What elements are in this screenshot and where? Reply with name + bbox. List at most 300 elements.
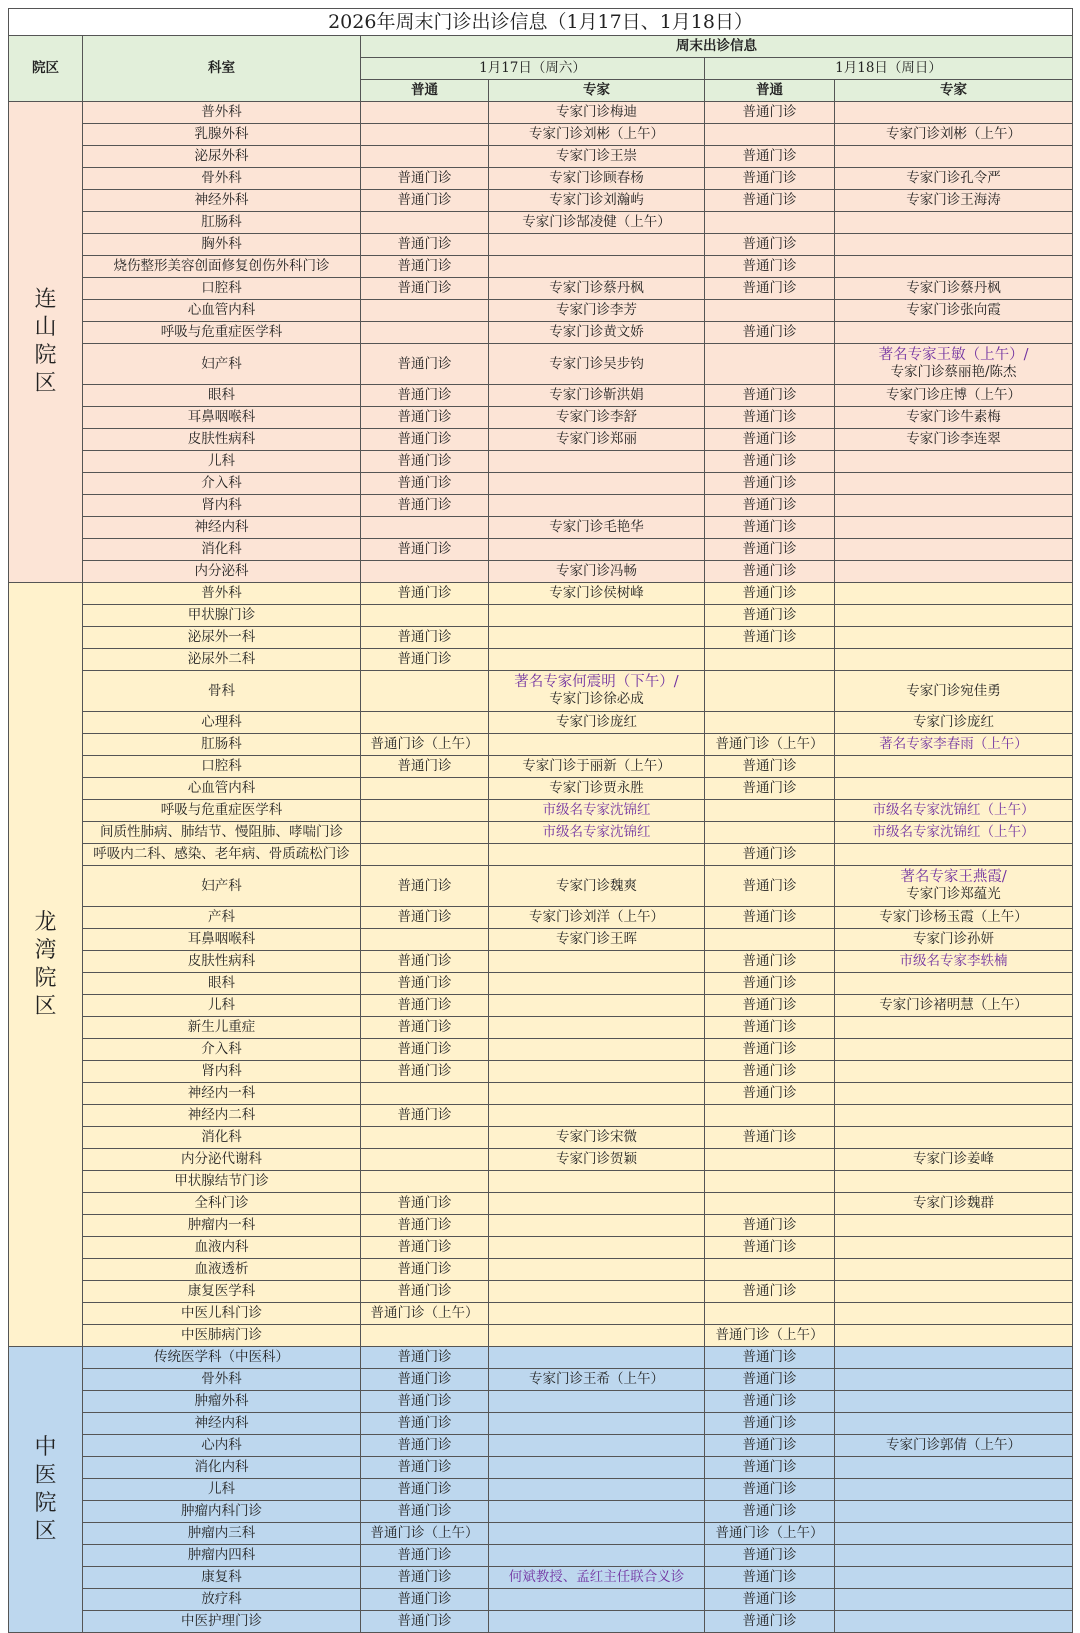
day1-normal-cell: 普通门诊: [361, 1413, 489, 1435]
day2-expert-cell: [835, 844, 1073, 866]
day2-normal-cell: 普通门诊: [705, 429, 835, 451]
day1-expert-cell: 何斌教授、孟红主任联合义诊: [489, 1567, 705, 1589]
table-row: [9, 1589, 1073, 1611]
table-row: [9, 649, 1073, 671]
day1-expert-cell: [489, 1039, 705, 1061]
table-row: [9, 1545, 1073, 1567]
day1-normal-cell: 普通门诊: [361, 1369, 489, 1391]
day2-normal-cell: [705, 124, 835, 146]
day1-normal-cell: 普通门诊: [361, 1567, 489, 1589]
dept-name: 消化科: [83, 539, 361, 561]
day1-expert-cell: [489, 1061, 705, 1083]
day2-expert-cell: [835, 146, 1073, 168]
day2-normal-cell: 普通门诊: [705, 583, 835, 605]
day1-expert-cell: 专家门诊贾永胜: [489, 778, 705, 800]
day2-expert-cell: [835, 539, 1073, 561]
day2-normal-cell: 普通门诊: [705, 605, 835, 627]
table-row: [9, 1501, 1073, 1523]
dept-name: 神经内一科: [83, 1083, 361, 1105]
day2-normal-cell: 普通门诊: [705, 146, 835, 168]
day2-normal-cell: [705, 929, 835, 951]
day1-expert-cell: 专家门诊庞红: [489, 712, 705, 734]
table-row: [9, 124, 1073, 146]
day1-normal-cell: 普通门诊: [361, 866, 489, 907]
day2-normal-cell: 普通门诊: [705, 517, 835, 539]
day2-expert-cell: 专家门诊刘彬（上午）: [835, 124, 1073, 146]
day1-expert-cell: 专家门诊宋微: [489, 1127, 705, 1149]
day1-expert-cell: [489, 1215, 705, 1237]
day1-normal-cell: [361, 1149, 489, 1171]
day1-expert-cell: [489, 1435, 705, 1457]
day1-expert-cell: [489, 1325, 705, 1347]
table-row: [9, 473, 1073, 495]
day1-expert-cell: 专家门诊郜凌健（上午）: [489, 212, 705, 234]
table-row: [9, 583, 1073, 605]
day2-expert-cell: [835, 1325, 1073, 1347]
day2-expert-cell: [835, 473, 1073, 495]
day2-expert-cell: 专家门诊孔令严: [835, 168, 1073, 190]
dept-name: 肾内科: [83, 1061, 361, 1083]
day1-expert-cell: [489, 951, 705, 973]
day2-expert-cell: [835, 1391, 1073, 1413]
day1-normal-cell: [361, 212, 489, 234]
day1-normal-cell: [361, 517, 489, 539]
day1-expert-cell: [489, 605, 705, 627]
day1-expert-cell: 专家门诊毛艳华: [489, 517, 705, 539]
day2-expert-cell: 专家门诊蔡丹枫: [835, 278, 1073, 300]
day2-normal-cell: [705, 800, 835, 822]
day1-expert-cell: 专家门诊王希（上午）: [489, 1369, 705, 1391]
day1-expert-cell: 专家门诊刘洋（上午）: [489, 907, 705, 929]
day2-expert-cell: [835, 1127, 1073, 1149]
table-row: [9, 605, 1073, 627]
table-row: [9, 951, 1073, 973]
day1-expert-cell: 市级名专家沈锦红: [489, 822, 705, 844]
dept-name: 肾内科: [83, 495, 361, 517]
day2-expert-cell: 专家门诊褚明慧（上午）: [835, 995, 1073, 1017]
dept-name: 神经外科: [83, 190, 361, 212]
day2-normal-cell: 普通门诊: [705, 256, 835, 278]
day1-normal-cell: 普通门诊: [361, 1193, 489, 1215]
dept-name: 耳鼻咽喉科: [83, 407, 361, 429]
day1-normal-cell: [361, 1083, 489, 1105]
day2-normal-cell: 普通门诊: [705, 1017, 835, 1039]
dept-name: 骨外科: [83, 168, 361, 190]
day1-expert-cell: 专家门诊郑丽: [489, 429, 705, 451]
table-row: [9, 1193, 1073, 1215]
day2-expert-cell: 专家门诊张向霞: [835, 300, 1073, 322]
dept-name: 儿科: [83, 1479, 361, 1501]
table-row: [9, 1567, 1073, 1589]
day2-normal-cell: 普通门诊: [705, 1457, 835, 1479]
day1-normal-cell: [361, 712, 489, 734]
day2-expert-cell: [835, 627, 1073, 649]
day2-normal-cell: [705, 671, 835, 712]
day2-normal-cell: 普通门诊: [705, 190, 835, 212]
day2-normal-cell: 普通门诊: [705, 1061, 835, 1083]
day2-normal-cell: [705, 822, 835, 844]
day2-normal-cell: 普通门诊: [705, 1479, 835, 1501]
day1-expert-cell: [489, 1083, 705, 1105]
campus-name: 龙湾院区: [34, 909, 57, 1019]
day2-normal-cell: 普通门诊: [705, 322, 835, 344]
day1-normal-cell: 普通门诊: [361, 1237, 489, 1259]
day2-normal-cell: 普通门诊: [705, 1237, 835, 1259]
day1-expert-cell: [489, 1501, 705, 1523]
day1-normal-cell: 普通门诊: [361, 344, 489, 385]
table-row: [9, 929, 1073, 951]
day1-normal-cell: 普通门诊: [361, 385, 489, 407]
table-row: [9, 756, 1073, 778]
table-row: [9, 800, 1073, 822]
day1-expert-cell: [489, 495, 705, 517]
day2-normal-cell: 普通门诊: [705, 1611, 835, 1633]
day1-normal-cell: 普通门诊（上午）: [361, 734, 489, 756]
day1-normal-cell: [361, 322, 489, 344]
day1-expert-cell: [489, 1281, 705, 1303]
day1-normal-cell: [361, 929, 489, 951]
dept-name: 皮肤性病科: [83, 951, 361, 973]
dept-name: 耳鼻咽喉科: [83, 929, 361, 951]
table-row: [9, 451, 1073, 473]
header-campus: 院区: [9, 36, 83, 102]
day1-expert-cell: [489, 973, 705, 995]
day1-normal-cell: 普通门诊（上午）: [361, 1303, 489, 1325]
day1-normal-cell: 普通门诊: [361, 539, 489, 561]
day2-normal-cell: [705, 1149, 835, 1171]
day1-expert-cell: [489, 844, 705, 866]
day2-expert-cell: [835, 256, 1073, 278]
day2-expert-cell: [835, 517, 1073, 539]
header-day1-normal: 普通: [361, 80, 489, 102]
day1-expert-cell: [489, 1303, 705, 1325]
table-row: [9, 168, 1073, 190]
day2-expert-cell: 专家门诊杨玉霞（上午）: [835, 907, 1073, 929]
clinic-line: 专家门诊蔡丽艳/陈杰: [890, 364, 1017, 380]
dept-name: 妇产科: [83, 866, 361, 907]
day1-normal-cell: 普通门诊: [361, 473, 489, 495]
day2-normal-cell: 普通门诊: [705, 1391, 835, 1413]
dept-name: 眼科: [83, 973, 361, 995]
day1-expert-cell: [489, 627, 705, 649]
day1-normal-cell: 普通门诊: [361, 951, 489, 973]
day2-normal-cell: 普通门诊: [705, 1281, 835, 1303]
day1-expert-cell: [489, 1259, 705, 1281]
day1-normal-cell: [361, 671, 489, 712]
day1-normal-cell: 普通门诊: [361, 168, 489, 190]
dept-name: 中医肺病门诊: [83, 1325, 361, 1347]
table-row: [9, 907, 1073, 929]
dept-name: 放疗科: [83, 1589, 361, 1611]
dept-name: 介入科: [83, 473, 361, 495]
dept-name: 肿瘤内三科: [83, 1523, 361, 1545]
day2-normal-cell: 普通门诊: [705, 756, 835, 778]
day2-expert-cell: [835, 1479, 1073, 1501]
day1-expert-cell: 专家门诊黄文娇: [489, 322, 705, 344]
day1-expert-cell: 市级名专家沈锦红: [489, 800, 705, 822]
table-row: [9, 778, 1073, 800]
day2-normal-cell: 普通门诊: [705, 1589, 835, 1611]
day2-expert-cell: 专家门诊李连翠: [835, 429, 1073, 451]
day1-normal-cell: [361, 102, 489, 124]
day2-expert-cell: 市级名专家沈锦红（上午）: [835, 800, 1073, 822]
day1-expert-cell: 专家门诊刘彬（上午）: [489, 124, 705, 146]
clinic-line: 著名专家王燕霞/: [900, 869, 1007, 885]
day1-expert-cell: 专家门诊于丽新（上午）: [489, 756, 705, 778]
header-weekend-info: 周末出诊信息: [361, 36, 1073, 58]
day2-expert-cell: [835, 234, 1073, 256]
day2-normal-cell: 普通门诊: [705, 539, 835, 561]
day2-expert-cell: [835, 1589, 1073, 1611]
day2-normal-cell: [705, 649, 835, 671]
day1-normal-cell: 普通门诊: [361, 407, 489, 429]
day2-normal-cell: 普通门诊: [705, 1545, 835, 1567]
dept-name: 产科: [83, 907, 361, 929]
day2-normal-cell: 普通门诊: [705, 234, 835, 256]
day1-normal-cell: [361, 844, 489, 866]
day1-normal-cell: 普通门诊: [361, 451, 489, 473]
clinic-line: 著名专家何震明（下午）/: [514, 674, 679, 690]
day2-normal-cell: 普通门诊: [705, 866, 835, 907]
day2-normal-cell: [705, 712, 835, 734]
dept-name: 血液内科: [83, 1237, 361, 1259]
day2-expert-cell: [835, 1413, 1073, 1435]
schedule-table: [8, 8, 1073, 1633]
table-row: [9, 256, 1073, 278]
day2-normal-cell: 普通门诊: [705, 1435, 835, 1457]
day2-expert-cell: [835, 1017, 1073, 1039]
day2-expert-cell: [835, 344, 1073, 385]
day2-normal-cell: 普通门诊: [705, 1215, 835, 1237]
table-row: [9, 517, 1073, 539]
day2-normal-cell: 普通门诊: [705, 1127, 835, 1149]
day1-expert-cell: [489, 451, 705, 473]
day1-expert-cell: [489, 1391, 705, 1413]
dept-name: 神经内科: [83, 517, 361, 539]
dept-name: 口腔科: [83, 278, 361, 300]
day1-normal-cell: 普通门诊: [361, 756, 489, 778]
dept-name: 中医护理门诊: [83, 1611, 361, 1633]
dept-name: 普外科: [83, 102, 361, 124]
day1-expert-cell: [489, 539, 705, 561]
day1-expert-cell: 专家门诊王崇: [489, 146, 705, 168]
campus-label: [9, 1347, 83, 1633]
clinic-line: 专家门诊徐必成: [549, 691, 644, 707]
day1-normal-cell: 普通门诊: [361, 907, 489, 929]
day2-normal-cell: 普通门诊: [705, 907, 835, 929]
day2-expert-cell: [835, 1281, 1073, 1303]
dept-name: 康复医学科: [83, 1281, 361, 1303]
dept-name: 肿瘤内一科: [83, 1215, 361, 1237]
day2-expert-cell: [835, 1105, 1073, 1127]
day2-expert-cell: [835, 866, 1073, 907]
header-day2-expert: 专家: [835, 80, 1073, 102]
table-row: [9, 1391, 1073, 1413]
day2-expert-cell: [835, 322, 1073, 344]
day2-normal-cell: 普通门诊（上午）: [705, 734, 835, 756]
day2-normal-cell: [705, 1259, 835, 1281]
day1-normal-cell: [361, 822, 489, 844]
dept-name: 神经内二科: [83, 1105, 361, 1127]
day1-expert-cell: [489, 1105, 705, 1127]
day2-normal-cell: 普通门诊: [705, 627, 835, 649]
day1-normal-cell: 普通门诊: [361, 234, 489, 256]
day2-expert-cell: [835, 1523, 1073, 1545]
day1-expert-cell: 专家门诊靳洪娟: [489, 385, 705, 407]
day1-expert-cell: [489, 1017, 705, 1039]
day1-normal-cell: 普通门诊: [361, 1501, 489, 1523]
day1-normal-cell: 普通门诊: [361, 1479, 489, 1501]
day1-expert-cell: 专家门诊侯树峰: [489, 583, 705, 605]
table-row: [9, 671, 1073, 712]
day2-expert-cell: [835, 1347, 1073, 1369]
table-row: [9, 407, 1073, 429]
table-row: [9, 1149, 1073, 1171]
day2-expert-cell: [835, 212, 1073, 234]
dept-name: 呼吸内二科、感染、老年病、骨质疏松门诊: [83, 844, 361, 866]
table-row: [9, 1017, 1073, 1039]
day1-normal-cell: 普通门诊: [361, 1545, 489, 1567]
table-row: [9, 322, 1073, 344]
table-row: [9, 1479, 1073, 1501]
day2-expert-cell: [835, 1083, 1073, 1105]
table-row: [9, 1523, 1073, 1545]
day1-expert-cell: [489, 1457, 705, 1479]
table-row: [9, 1413, 1073, 1435]
day2-normal-cell: [705, 212, 835, 234]
table-row: [9, 278, 1073, 300]
table-row: [9, 102, 1073, 124]
day1-expert-cell: 专家门诊冯畅: [489, 561, 705, 583]
day1-normal-cell: [361, 778, 489, 800]
day2-expert-cell: [835, 495, 1073, 517]
dept-name: 泌尿外二科: [83, 649, 361, 671]
table-row: [9, 234, 1073, 256]
table-row: [9, 866, 1073, 907]
day2-expert-cell: 专家门诊庞红: [835, 712, 1073, 734]
page-title: 2026年周末门诊出诊信息（1月17日、1月18日）: [9, 9, 1073, 36]
day1-normal-cell: 普通门诊: [361, 1435, 489, 1457]
day1-expert-cell: [489, 649, 705, 671]
dept-name: 儿科: [83, 995, 361, 1017]
day1-expert-cell: 专家门诊梅迪: [489, 102, 705, 124]
day1-expert-cell: 专家门诊贺颖: [489, 1149, 705, 1171]
day2-expert-cell: [835, 1457, 1073, 1479]
day1-expert-cell: [489, 1545, 705, 1567]
table-row: [9, 495, 1073, 517]
day1-normal-cell: 普通门诊: [361, 1017, 489, 1039]
day1-normal-cell: [361, 300, 489, 322]
dept-name: 口腔科: [83, 756, 361, 778]
day2-normal-cell: [705, 1105, 835, 1127]
day2-expert-cell: [835, 1303, 1073, 1325]
day1-normal-cell: 普通门诊: [361, 256, 489, 278]
day2-expert-cell: [835, 1259, 1073, 1281]
day2-expert-cell: [835, 1369, 1073, 1391]
day2-expert-cell: 专家门诊郭倩（上午）: [835, 1435, 1073, 1457]
campus-label: [9, 102, 83, 583]
clinic-line: 著名专家王敏（上午）/: [878, 347, 1029, 363]
dept-name: 新生儿重症: [83, 1017, 361, 1039]
day2-normal-cell: 普通门诊: [705, 1501, 835, 1523]
dept-name: 骨科: [83, 671, 361, 712]
day1-expert-cell: 专家门诊吴步钧: [489, 344, 705, 385]
day1-normal-cell: 普通门诊: [361, 1039, 489, 1061]
table-row: [9, 1435, 1073, 1457]
day1-expert-cell: [489, 1193, 705, 1215]
dept-name: 心血管内科: [83, 300, 361, 322]
day2-normal-cell: 普通门诊: [705, 778, 835, 800]
day2-normal-cell: 普通门诊: [705, 168, 835, 190]
day2-normal-cell: 普通门诊: [705, 451, 835, 473]
table-row: [9, 190, 1073, 212]
day1-normal-cell: 普通门诊: [361, 649, 489, 671]
day1-expert-cell: [489, 473, 705, 495]
day2-expert-cell: [835, 1039, 1073, 1061]
day2-expert-cell: [835, 1545, 1073, 1567]
day2-expert-cell: 专家门诊孙妍: [835, 929, 1073, 951]
table-row: [9, 1061, 1073, 1083]
day2-expert-cell: 专家门诊庄博（上午）: [835, 385, 1073, 407]
table-row: [9, 1611, 1073, 1633]
day2-normal-cell: 普通门诊: [705, 1083, 835, 1105]
dept-name: 心内科: [83, 1435, 361, 1457]
table-row: [9, 1259, 1073, 1281]
day1-expert-cell: [489, 1523, 705, 1545]
day1-normal-cell: 普通门诊: [361, 1611, 489, 1633]
header-dept: 科室: [83, 36, 361, 102]
day1-normal-cell: 普通门诊: [361, 583, 489, 605]
day2-expert-cell: [835, 778, 1073, 800]
table-row: [9, 1347, 1073, 1369]
day1-normal-cell: [361, 1127, 489, 1149]
table-row: [9, 1083, 1073, 1105]
day1-normal-cell: 普通门诊: [361, 995, 489, 1017]
table-row: [9, 1457, 1073, 1479]
campus-name: 连山院区: [34, 287, 57, 396]
day2-expert-cell: 市级名专家沈锦红（上午）: [835, 822, 1073, 844]
day2-normal-cell: 普通门诊: [705, 1347, 835, 1369]
day1-normal-cell: 普通门诊: [361, 278, 489, 300]
day2-expert-cell: 专家门诊宛佳勇: [835, 671, 1073, 712]
dept-name: 内分泌科: [83, 561, 361, 583]
day1-normal-cell: 普通门诊: [361, 1589, 489, 1611]
dept-name: 呼吸与危重症医学科: [83, 800, 361, 822]
day2-normal-cell: 普通门诊: [705, 951, 835, 973]
day2-expert-cell: 专家门诊魏群: [835, 1193, 1073, 1215]
day2-normal-cell: 普通门诊: [705, 1039, 835, 1061]
day2-expert-cell: [835, 756, 1073, 778]
day1-normal-cell: 普通门诊: [361, 1105, 489, 1127]
dept-name: 心理科: [83, 712, 361, 734]
day1-normal-cell: [361, 800, 489, 822]
dept-name: 眼科: [83, 385, 361, 407]
day2-expert-cell: [835, 102, 1073, 124]
day2-expert-cell: 专家门诊牛素梅: [835, 407, 1073, 429]
day1-normal-cell: 普通门诊: [361, 1347, 489, 1369]
day2-expert-cell: [835, 1171, 1073, 1193]
dept-name: 传统医学科（中医科）: [83, 1347, 361, 1369]
day2-normal-cell: 普通门诊: [705, 278, 835, 300]
dept-name: 烧伤整形美容创面修复创伤外科门诊: [83, 256, 361, 278]
clinic-line: 专家门诊郑蕴光: [906, 886, 1001, 902]
header-day1-expert: 专家: [489, 80, 705, 102]
day1-expert-cell: [489, 1237, 705, 1259]
day1-expert-cell: [489, 1171, 705, 1193]
dept-name: 乳腺外科: [83, 124, 361, 146]
table-row: [9, 844, 1073, 866]
table-row: [9, 561, 1073, 583]
